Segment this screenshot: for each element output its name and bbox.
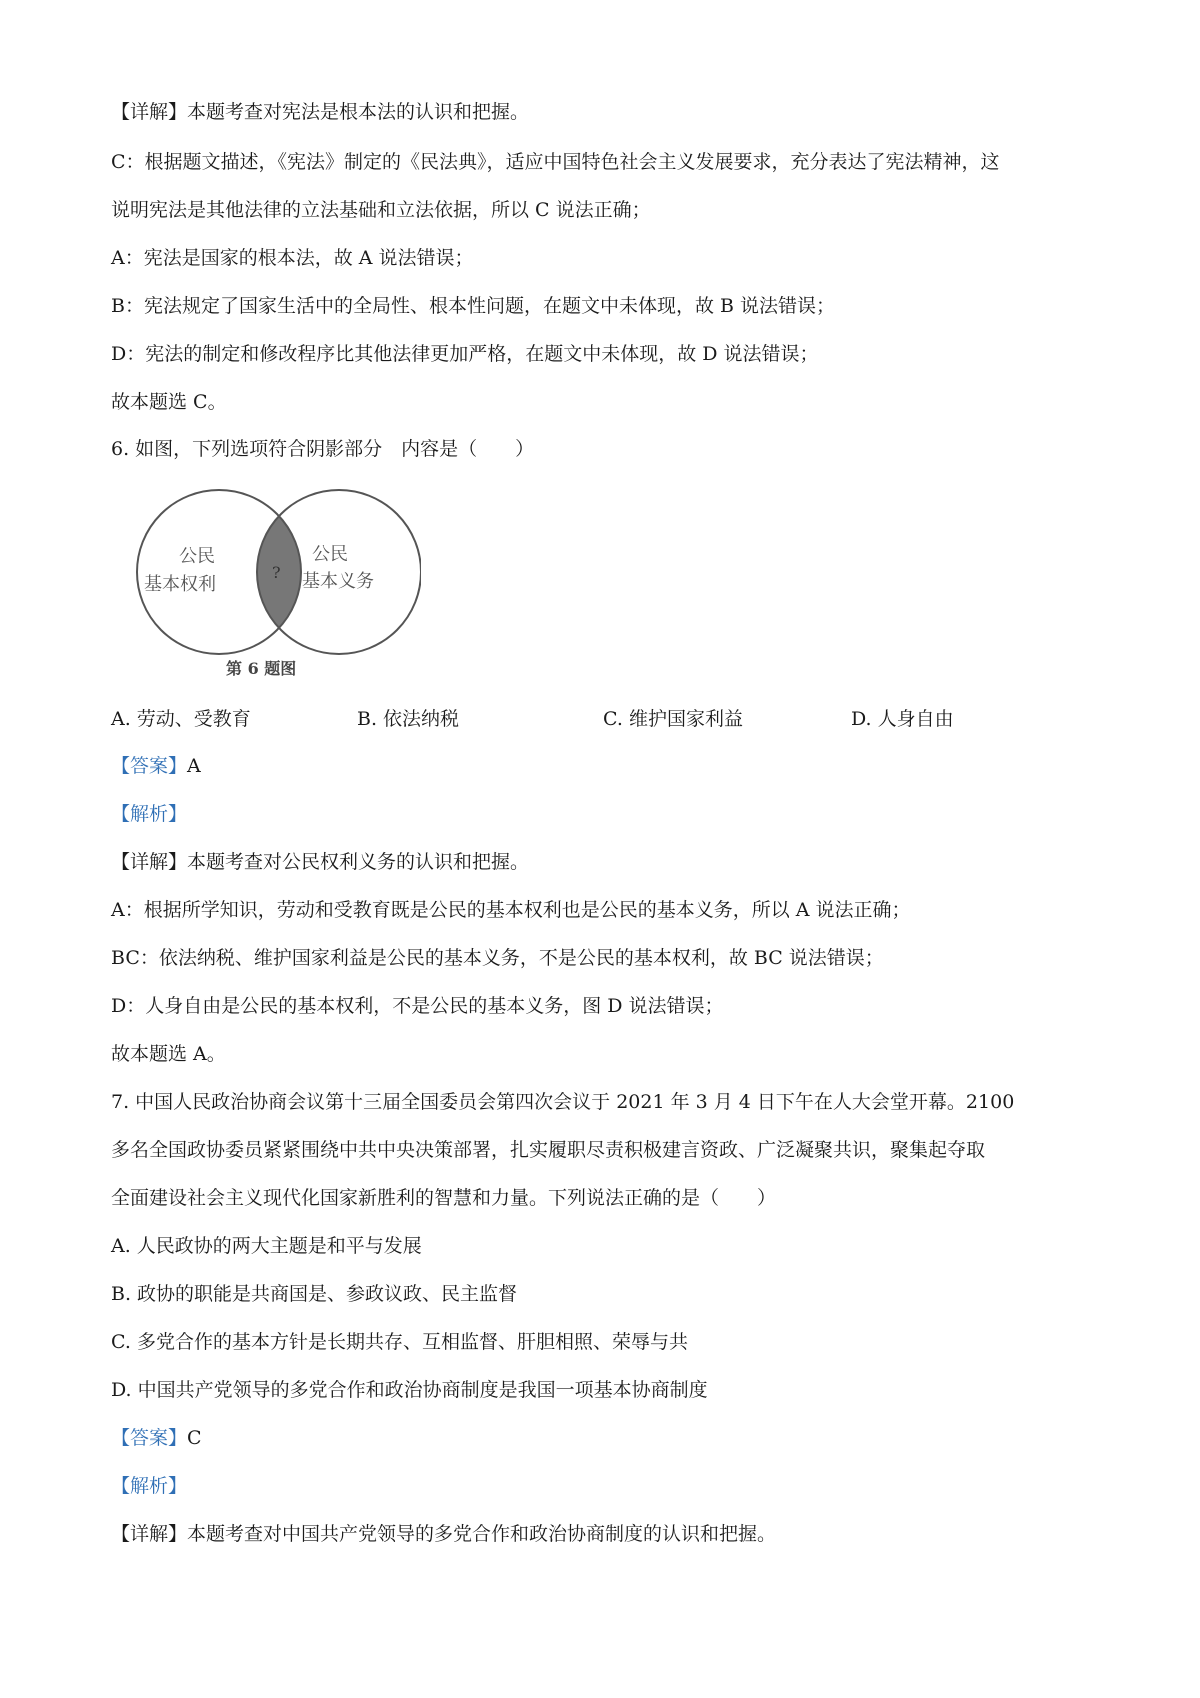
q6-explanation-a: A：根据所学知识，劳动和受教育既是公民的基本权利也是公民的基本义务，所以 A 说法正确； (111, 899, 911, 921)
question-7-stem-line1: 7. 中国人民政治协商会议第十三届全国委员会第四次会议于 2021 年 3 月 4 日下午在人大会堂开幕。2100 (111, 1091, 1015, 1113)
q7-option-d[interactable]: D. 中国共产党领导的多党合作和政治协商制度是我国一项基本协商制度 (111, 1379, 708, 1401)
center-mark: ? (272, 563, 281, 582)
detail-q6: 【详解】本题考查对公民权利义务的认识和把握。 (111, 851, 530, 873)
conclusion-q6: 故本题选 A。 (111, 1043, 226, 1065)
explanation-d: D：宪法的制定和修改程序比其他法律更加严格，在题文中未体现，故 D 说法错误； (111, 343, 819, 365)
q6-explanation-bc: BC：依法纳税、维护国家利益是公民的基本义务，不是公民的基本权利，故 BC 说法错误； (111, 947, 884, 969)
answer-label: 【答案】 (111, 755, 188, 777)
answer-q7 (111, 1426, 1101, 1450)
conclusion-q5: 故本题选 C。 (111, 391, 227, 413)
explanation-a: A：宪法是国家的根本法，故 A 说法错误； (111, 247, 474, 269)
answer-value: C (187, 1427, 202, 1449)
explanation-c-line2: 说明宪法是其他法律的立法基础和立法依据，所以 C 说法正确； (111, 199, 651, 221)
q7-option-c[interactable]: C. 多党合作的基本方针是长期共存、互相监督、肝胆相照、荣辱与共 (111, 1331, 688, 1353)
detail-q7: 【详解】本题考查对中国共产党领导的多党合作和政治协商制度的认识和把握。 (111, 1523, 777, 1545)
option-b[interactable]: B. 依法纳税 (357, 708, 460, 730)
left-label-line1: 公民 (179, 546, 215, 567)
right-label-line1: 公民 (312, 544, 348, 565)
question-7-stem-line2: 多名全国政协委员紧紧围绕中共中央决策部署，扎实履职尽责积极建言资政、广泛凝聚共识，聚集起夺取 (111, 1139, 986, 1161)
answer-label: 【答案】 (111, 1427, 188, 1449)
figure-caption: 第 6 题图 (226, 659, 297, 678)
question-6-stem: 6. 如图，下列选项符合阴影部分 内容是（ ） (111, 438, 535, 460)
detail-q5: 【详解】本题考查对宪法是根本法的认识和把握。 (111, 101, 530, 123)
right-label-line2: 基本义务 (302, 571, 374, 592)
answer-value: A (187, 755, 201, 777)
explanation-b: B：宪法规定了国家生活中的全局性、根本性问题，在题文中未体现，故 B 说法错误； (111, 295, 836, 317)
analysis-label-q6: 【解析】 (111, 803, 188, 825)
q7-option-b[interactable]: B. 政协的职能是共商国是、参政议政、民主监督 (111, 1283, 518, 1305)
answer-q6 (111, 754, 1101, 778)
venn-diagram (111, 482, 421, 682)
q7-option-a[interactable]: A. 人民政协的两大主题是和平与发展 (111, 1235, 422, 1257)
venn-diagram-figure (111, 482, 421, 682)
question-7-stem-line3: 全面建设社会主义现代化国家新胜利的智慧和力量。下列说法正确的是（ ） (111, 1187, 777, 1209)
q6-explanation-d: D：人身自由是公民的基本权利，不是公民的基本义务，图 D 说法错误； (111, 995, 724, 1017)
explanation-c-line1: C：根据题文描述，《宪法》制定的《民法典》，适应中国特色社会主义发展要求，充分表达了宪法精神，这 (111, 151, 1000, 173)
option-a[interactable]: A. 劳动、受教育 (111, 708, 251, 730)
analysis-label-q7: 【解析】 (111, 1475, 188, 1497)
left-label-line2: 基本权利 (144, 574, 216, 595)
option-c[interactable]: C. 维护国家利益 (603, 708, 743, 730)
option-d[interactable]: D. 人身自由 (851, 708, 954, 730)
